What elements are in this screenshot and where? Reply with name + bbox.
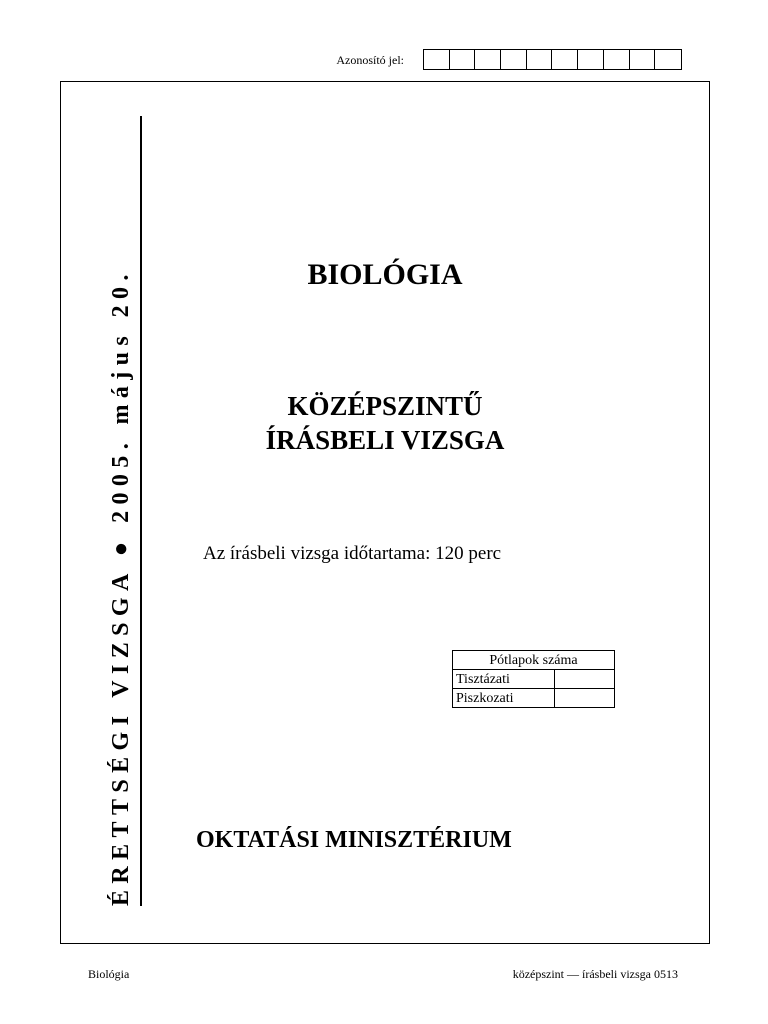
id-box[interactable] xyxy=(424,50,450,69)
id-box[interactable] xyxy=(655,50,681,69)
id-box[interactable] xyxy=(630,50,656,69)
subtitle-line-1: KÖZÉPSZINTŰ xyxy=(287,391,483,421)
exam-duration: Az írásbeli vizsga időtartama: 120 perc xyxy=(203,543,502,564)
spine xyxy=(104,116,144,906)
id-box[interactable] xyxy=(552,50,578,69)
id-box[interactable] xyxy=(475,50,501,69)
exam-level-subtitle xyxy=(180,389,590,457)
footer-subject: Biológia xyxy=(88,967,130,981)
id-box[interactable] xyxy=(450,50,476,69)
table-row xyxy=(453,670,615,689)
ministry-name: OKTATÁSI MINISZTÉRIUM xyxy=(196,827,512,853)
subtitle-line-2: ÍRÁSBELI VIZSGA xyxy=(265,425,505,455)
extra-sheets-header: Pótlapok száma xyxy=(453,651,615,670)
id-box[interactable] xyxy=(501,50,527,69)
table-row xyxy=(453,689,615,708)
spine-underline xyxy=(140,116,142,906)
row-value-clean[interactable] xyxy=(555,670,615,689)
spine-text: ÉRETTSÉGI VIZSGA ● 2005. május 20. xyxy=(108,268,134,906)
row-label-clean: Tisztázati xyxy=(453,670,555,689)
id-label: Azonosító jel: xyxy=(336,53,404,67)
footer-exam-code: középszint — írásbeli vizsga 0513 xyxy=(512,967,678,981)
page-frame xyxy=(60,81,710,944)
row-label-draft: Piszkozati xyxy=(453,689,555,708)
id-box[interactable] xyxy=(578,50,604,69)
exam-subject-title: BIOLÓGIA xyxy=(307,258,463,291)
row-value-draft[interactable] xyxy=(555,689,615,708)
extra-sheets-table xyxy=(452,650,615,708)
id-box[interactable] xyxy=(527,50,553,69)
id-code-boxes[interactable] xyxy=(423,49,682,70)
id-box[interactable] xyxy=(604,50,630,69)
